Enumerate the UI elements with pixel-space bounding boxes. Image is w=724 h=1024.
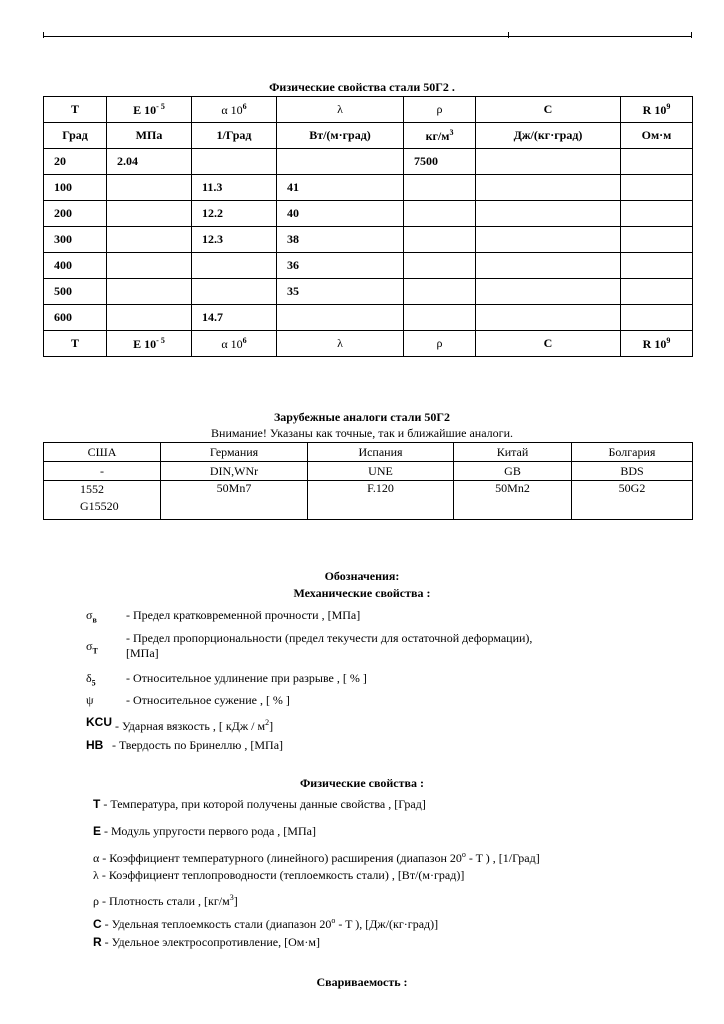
value-cell [621, 175, 693, 201]
value-cell [277, 305, 404, 331]
symbol-text: σ [86, 608, 93, 622]
analogs-standard-row [44, 462, 693, 481]
value-cell [476, 253, 621, 279]
legend-text [126, 693, 686, 708]
legend-tail: - T ) , [1/Град] [465, 851, 540, 865]
symbol-text: σ [86, 639, 93, 653]
legend-text [115, 715, 675, 734]
symbol-text: ψ [86, 693, 94, 707]
legend-line [93, 824, 693, 839]
legend-symbol: ρ [93, 894, 99, 908]
physical-table-title: Физические свойства стали 50Г2 . [269, 80, 455, 94]
grade-cell: 50Mn7 [161, 481, 308, 520]
unit-cell: Вт/(м·град) [277, 123, 404, 149]
legend-description: - Предел кратковременной прочности , [МПа] [126, 608, 361, 622]
legend-text [126, 608, 686, 623]
value-cell: 11.3 [192, 175, 277, 201]
standard-cell: DIN,WNr [161, 462, 308, 481]
value-cell [621, 201, 693, 227]
value-cell: 2.04 [107, 149, 192, 175]
unit-superscript: o [331, 916, 336, 925]
header-cell: α $10^6$ [192, 331, 277, 357]
grade-cell: F.120 [308, 481, 454, 520]
header-cell: ρ [404, 331, 476, 357]
legend-symbol: R [93, 935, 102, 949]
temperature-cell: 100 [44, 175, 107, 201]
temperature-cell: 300 [44, 227, 107, 253]
grade-cell: 50G2 [572, 481, 693, 520]
foreign-analogs-table [43, 442, 693, 520]
legend-symbol [86, 715, 112, 729]
value-cell [476, 201, 621, 227]
legend-symbol [86, 608, 97, 624]
header-cell: E $10^{- 5}$ [107, 97, 192, 123]
value-cell: 14.7 [192, 305, 277, 331]
legend-line [93, 847, 693, 866]
value-cell [621, 305, 693, 331]
country-cell: США [44, 443, 161, 462]
standard-cell: BDS [572, 462, 693, 481]
header-cell: R $10^9$ [621, 97, 693, 123]
table-row [44, 175, 693, 201]
legend-line [93, 913, 693, 932]
value-cell: 36 [277, 253, 404, 279]
unit-superscript: o [461, 850, 466, 859]
symbol-subscript: 5 [91, 678, 96, 688]
analogs-country-row [44, 443, 693, 462]
header-cell: C [476, 97, 621, 123]
temperature-cell: 400 [44, 253, 107, 279]
value-cell [621, 279, 693, 305]
value-cell [404, 201, 476, 227]
value-cell [107, 253, 192, 279]
legend-title: Обозначения: [324, 569, 400, 583]
value-cell: 12.2 [192, 201, 277, 227]
unit-cell: Дж/(кг·град) [476, 123, 621, 149]
legend-line [93, 868, 693, 883]
legend-line [93, 890, 693, 909]
legend-symbol: T [93, 797, 101, 811]
table-units-row [44, 123, 693, 149]
temperature-cell: 600 [44, 305, 107, 331]
value-cell [107, 305, 192, 331]
value-cell: 40 [277, 201, 404, 227]
value-cell [404, 253, 476, 279]
physical-properties-table [43, 96, 693, 357]
unit-superscript: 3 [229, 893, 234, 902]
table-row [44, 201, 693, 227]
value-cell [107, 175, 192, 201]
page-top-rule [43, 36, 692, 37]
temperature-cell: 200 [44, 201, 107, 227]
analogs-note: Внимание! Указаны как точные, так и ближайшие аналоги. [211, 426, 513, 440]
legend-description: - Удельное электросопротивление, [Ом·м] [104, 935, 320, 949]
header-cell: ρ [404, 97, 476, 123]
value-cell: 38 [277, 227, 404, 253]
value-cell [404, 279, 476, 305]
symbol-text: δ [86, 671, 92, 685]
value-cell [277, 149, 404, 175]
legend-text [112, 738, 672, 753]
header-cell: T [44, 97, 107, 123]
header-cell: R $10^9$ [621, 331, 693, 357]
table-row [44, 149, 693, 175]
unit-cell: МПа [107, 123, 192, 149]
value-cell: 41 [277, 175, 404, 201]
legend-symbol [86, 639, 98, 655]
value-cell [476, 149, 621, 175]
legend-symbol: α [93, 851, 100, 865]
analogs-title: Зарубежные аналоги стали 50Г2 [273, 410, 451, 424]
legend-description: - Температура, при которой получены данные свойства , [Град] [103, 797, 426, 811]
legend-tail: - T ), [Дж/(кг·град)] [335, 917, 439, 931]
value-cell [192, 253, 277, 279]
table-footer-row [44, 331, 693, 357]
temperature-cell: 500 [44, 279, 107, 305]
header-cell: C [476, 331, 621, 357]
standard-cell: GB [454, 462, 572, 481]
weldability-title: Свариваемость : [316, 975, 408, 989]
unit-cell: $кг/м^3$ [404, 123, 476, 149]
legend-description: - Модуль упругости первого рода , [МПа] [104, 824, 316, 838]
legend-description: - Коэффициент температурного (линейного) расширения (диапазон 20 [102, 851, 462, 865]
header-cell: E $10^{- 5}$ [107, 331, 192, 357]
value-cell [621, 253, 693, 279]
legend-symbol: E [93, 824, 102, 838]
legend-line [93, 935, 693, 950]
standard-cell: UNE [308, 462, 454, 481]
country-cell: Болгария [572, 443, 693, 462]
value-cell [621, 227, 693, 253]
legend-description: - Ударная вязкость , [ кДж / м [115, 719, 266, 733]
legend-symbol: λ [93, 868, 99, 882]
legend-description: - Твердость по Бринеллю , [МПа] [112, 738, 284, 752]
legend-description: - Удельная теплоемкость стали (диапазон 20 [104, 917, 332, 931]
value-cell: 12.3 [192, 227, 277, 253]
rule-tick [43, 32, 44, 38]
country-cell: Китай [454, 443, 572, 462]
legend-line [93, 797, 693, 812]
table-row [44, 305, 693, 331]
legend-symbol [86, 693, 94, 708]
table-row [44, 253, 693, 279]
legend-symbol [86, 671, 96, 687]
table-row [44, 279, 693, 305]
symbol-text: HB [86, 738, 104, 752]
unit-cell: 1/Град [192, 123, 277, 149]
header-cell: λ [277, 97, 404, 123]
country-cell: Германия [161, 443, 308, 462]
value-cell [476, 175, 621, 201]
value-cell [107, 201, 192, 227]
legend-description-continued: [МПа] [126, 646, 159, 660]
usa-grade-cell: 1552 G15520 [44, 481, 161, 520]
unit-cell: Ом·м [621, 123, 693, 149]
value-cell [476, 305, 621, 331]
value-cell: 35 [277, 279, 404, 305]
value-cell [192, 149, 277, 175]
value-cell [404, 227, 476, 253]
grade-cell: 50Mn2 [454, 481, 572, 520]
physical-properties-title: Физические свойства : [299, 776, 424, 790]
table-header-row [44, 97, 693, 123]
mechanical-properties-title: Механические свойства : [293, 586, 431, 600]
value-cell [476, 279, 621, 305]
value-cell [192, 279, 277, 305]
legend-description: - Относительное сужение , [ % ] [126, 693, 290, 707]
value-cell [476, 227, 621, 253]
unit-cell: Град [44, 123, 107, 149]
legend-text [126, 631, 686, 661]
legend-text [126, 671, 686, 686]
legend-tail: ] [233, 894, 238, 908]
header-cell: λ [277, 331, 404, 357]
value-cell [621, 149, 693, 175]
legend-description: - Коэффициент теплопроводности (теплоемкость стали) , [Вт/(м·град)] [101, 868, 465, 882]
standard-cell: - [44, 462, 161, 481]
rule-tick [691, 32, 692, 38]
table-row [44, 227, 693, 253]
header-cell: α $10^6$ [192, 97, 277, 123]
country-cell: Испания [308, 443, 454, 462]
temperature-cell: 20 [44, 149, 107, 175]
analogs-grade-row [44, 481, 693, 520]
legend-description: - Предел пропорциональности (предел текучести для остаточной деформации), [126, 631, 533, 645]
symbol-subscript: T [92, 646, 98, 656]
legend-symbol: C [93, 917, 102, 931]
unit-superscript: 2 [265, 718, 270, 727]
value-cell [107, 279, 192, 305]
value-cell [404, 175, 476, 201]
legend-tail: ] [269, 719, 274, 733]
rule-tick [508, 32, 509, 38]
legend-description: - Плотность стали , [кг/м [102, 894, 230, 908]
legend-description: - Относительное удлинение при разрыве , [ % ] [126, 671, 367, 685]
header-cell: T [44, 331, 107, 357]
value-cell [404, 305, 476, 331]
symbol-text: KCU [86, 715, 112, 729]
symbol-subscript: в [92, 615, 97, 625]
legend-symbol [86, 738, 103, 752]
value-cell: 7500 [404, 149, 476, 175]
value-cell [107, 227, 192, 253]
